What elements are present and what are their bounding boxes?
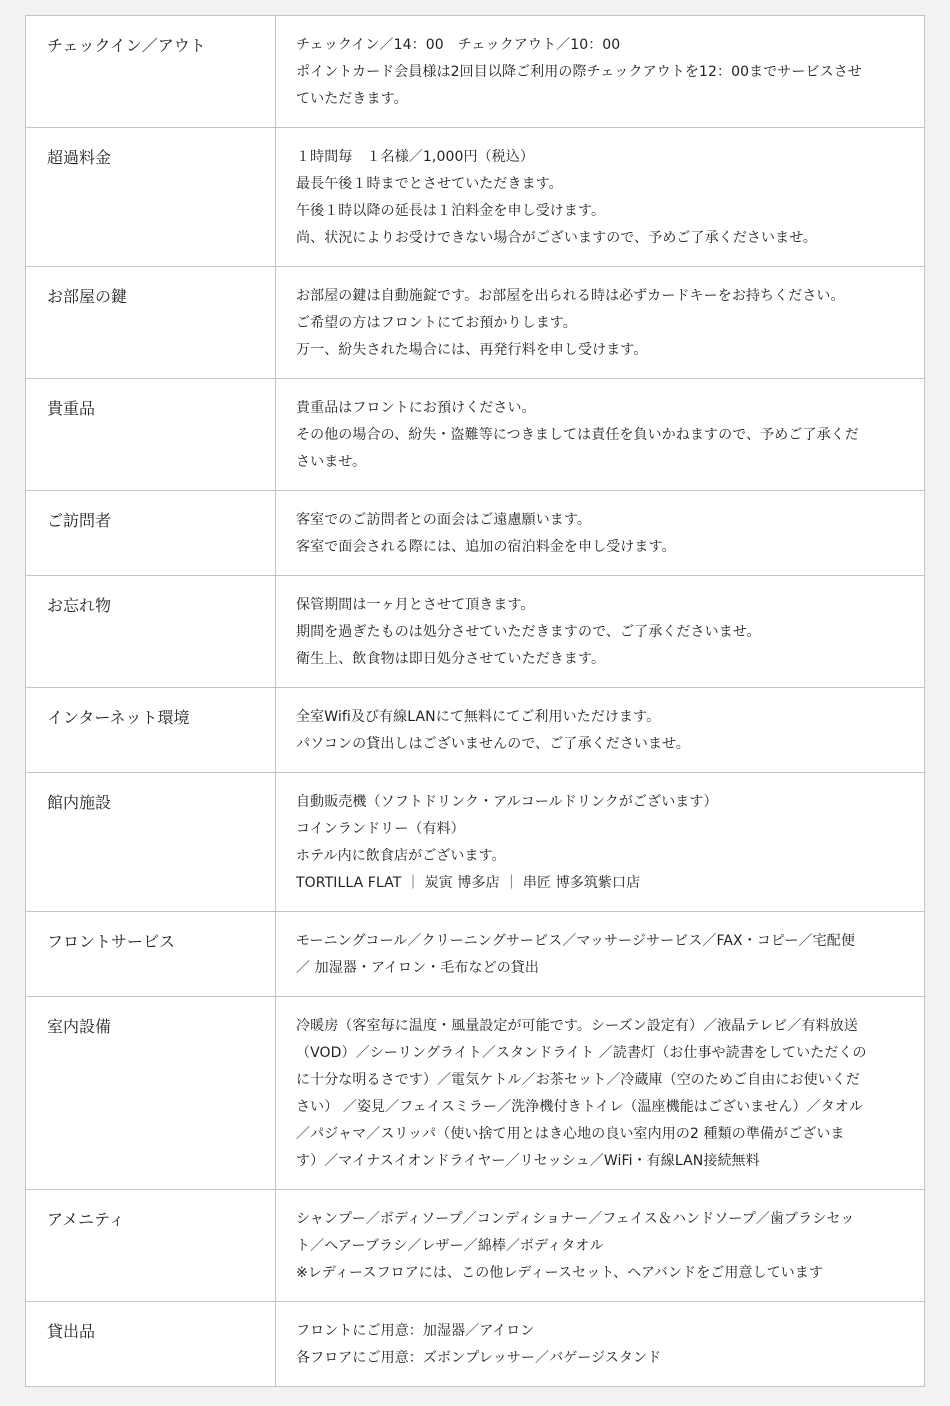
table-row-checkin [26, 16, 925, 128]
content-line: フロントにご用意：加湿器／アイロン [296, 1323, 535, 1339]
content-line: ／パジャマ／スリッパ（使い捨て用とはき心地の良い室内用の2 種類の準備がございま [296, 1126, 845, 1142]
content-line: １時間毎 １名様／1,000円（税込） [296, 149, 534, 165]
row-content [276, 16, 925, 128]
row-label: お部屋の鍵 [26, 267, 276, 379]
content-line: （VOD）／シーリングライト／スタンドライト ／読書灯（お仕事や読書をしていただくの [296, 1045, 867, 1061]
row-content [276, 688, 925, 773]
table-row-visitors [26, 491, 925, 576]
row-label: アメニティ [26, 1190, 276, 1302]
table-row-lost-items [26, 576, 925, 688]
content-line: ホテル内に飲食店がございます。 [296, 848, 506, 864]
row-label: 超過料金 [26, 128, 276, 267]
hotel-info-table [25, 15, 925, 1387]
content-line: 冷暖房（客室毎に温度・風量設定が可能です。シーズン設定有）／液晶テレビ／有料放送 [296, 1018, 858, 1034]
content-line: 尚、状況によりお受けできない場合がございますので、予めご了承くださいませ。 [296, 230, 817, 246]
row-content [276, 379, 925, 491]
row-content [276, 267, 925, 379]
content-line: TORTILLA FLAT ｜ 炭寅 博多店 ｜ 串匠 博多筑紫口店 [296, 875, 641, 891]
content-line: 最長午後１時までとさせていただきます。 [296, 176, 563, 192]
content-line: パソコンの貸出しはございませんので、ご了承くださいませ。 [296, 736, 690, 752]
content-line: 各フロアにご用意：ズボンプレッサー／バゲージスタンド [296, 1350, 662, 1366]
content-line: 午後１時以降の延長は１泊料金を申し受けます。 [296, 203, 606, 219]
content-line: チェックイン／14：00 チェックアウト／10：00 [296, 37, 621, 53]
table-row-overtime-fee [26, 128, 925, 267]
row-content [276, 576, 925, 688]
table-row-valuables [26, 379, 925, 491]
content-line: 衛生上、飲食物は即日処分させていただきます。 [296, 651, 606, 667]
content-line: 全室Wifi及び有線LANにて無料にてご利用いただけます。 [296, 709, 661, 725]
content-line: 自動販売機（ソフトドリンク・アルコールドリンクがございます） [296, 794, 718, 810]
content-line: す）／マイナスイオンドライヤー／リセッシュ／WiFi・有線LAN接続無料 [296, 1153, 760, 1169]
content-line: 客室で面会される際には、追加の宿泊料金を申し受けます。 [296, 539, 676, 555]
table-row-room-equipment [26, 997, 925, 1190]
row-label: お忘れ物 [26, 576, 276, 688]
row-label: 室内設備 [26, 997, 276, 1190]
row-content [276, 773, 925, 912]
content-line: さいませ。 [296, 454, 367, 470]
row-content [276, 912, 925, 997]
content-line: コインランドリー（有料） [296, 821, 465, 837]
row-content [276, 1190, 925, 1302]
content-line: ト／ヘアーブラシ／レザー／綿棒／ボディタオル [296, 1238, 604, 1254]
row-content [276, 128, 925, 267]
content-line: ポイントカード会員様は2回目以降ご利用の際チェックアウトを12：00までサービスさせ [296, 64, 862, 80]
content-line: 期間を過ぎたものは処分させていただきますので、ご了承くださいませ。 [296, 624, 761, 640]
table-row-amenities [26, 1190, 925, 1302]
content-line: ※レディースフロアには、この他レディースセット、ヘアバンドをご用意しています [296, 1265, 824, 1281]
row-label: ご訪問者 [26, 491, 276, 576]
table-row-internet [26, 688, 925, 773]
content-line: お部屋の鍵は自動施錠です。お部屋を出られる時は必ずカードキーをお持ちください。 [296, 288, 845, 304]
content-line: さい） ／姿見／フェイスミラー／洗浄機付きトイレ（温座機能はございません）／タオル [296, 1099, 864, 1115]
content-line: 保管期間は一ヶ月とさせて頂きます。 [296, 597, 535, 613]
content-line: 客室でのご訪問者との面会はご遠慮願います。 [296, 512, 591, 528]
row-label: 貴重品 [26, 379, 276, 491]
row-label: 館内施設 [26, 773, 276, 912]
content-line: 万一、紛失された場合には、再発行料を申し受けます。 [296, 342, 648, 358]
row-content [276, 1302, 925, 1387]
content-line: ／ 加湿器・アイロン・毛布などの貸出 [296, 960, 539, 976]
row-label: フロントサービス [26, 912, 276, 997]
content-line: 貴重品はフロントにお預けください。 [296, 400, 536, 416]
table-row-rental-items [26, 1302, 925, 1387]
row-label: インターネット環境 [26, 688, 276, 773]
table-row-front-services [26, 912, 925, 997]
row-content [276, 491, 925, 576]
content-line: に十分な明るさです）／電気ケトル／お茶セット／冷蔵庫（空のためご自由にお使いくだ [296, 1072, 860, 1088]
table-row-facilities [26, 773, 925, 912]
content-line: モーニングコール／クリーニングサービス／マッサージサービス／FAX・コピー／宅配便 [296, 933, 855, 949]
table-row-room-key [26, 267, 925, 379]
row-label: 貸出品 [26, 1302, 276, 1387]
content-line: ていただきます。 [296, 91, 408, 107]
content-line: シャンプー／ボディソープ／コンディショナー／フェイス＆ハンドソープ／歯ブラシセッ [296, 1211, 855, 1227]
content-line: ご希望の方はフロントにてお預かりします。 [296, 315, 577, 331]
content-line: その他の場合の、紛失・盗難等につきましては責任を負いかねますので、予めご了承くだ [296, 427, 859, 443]
row-content [276, 997, 925, 1190]
row-label: チェックイン／アウト [26, 16, 276, 128]
